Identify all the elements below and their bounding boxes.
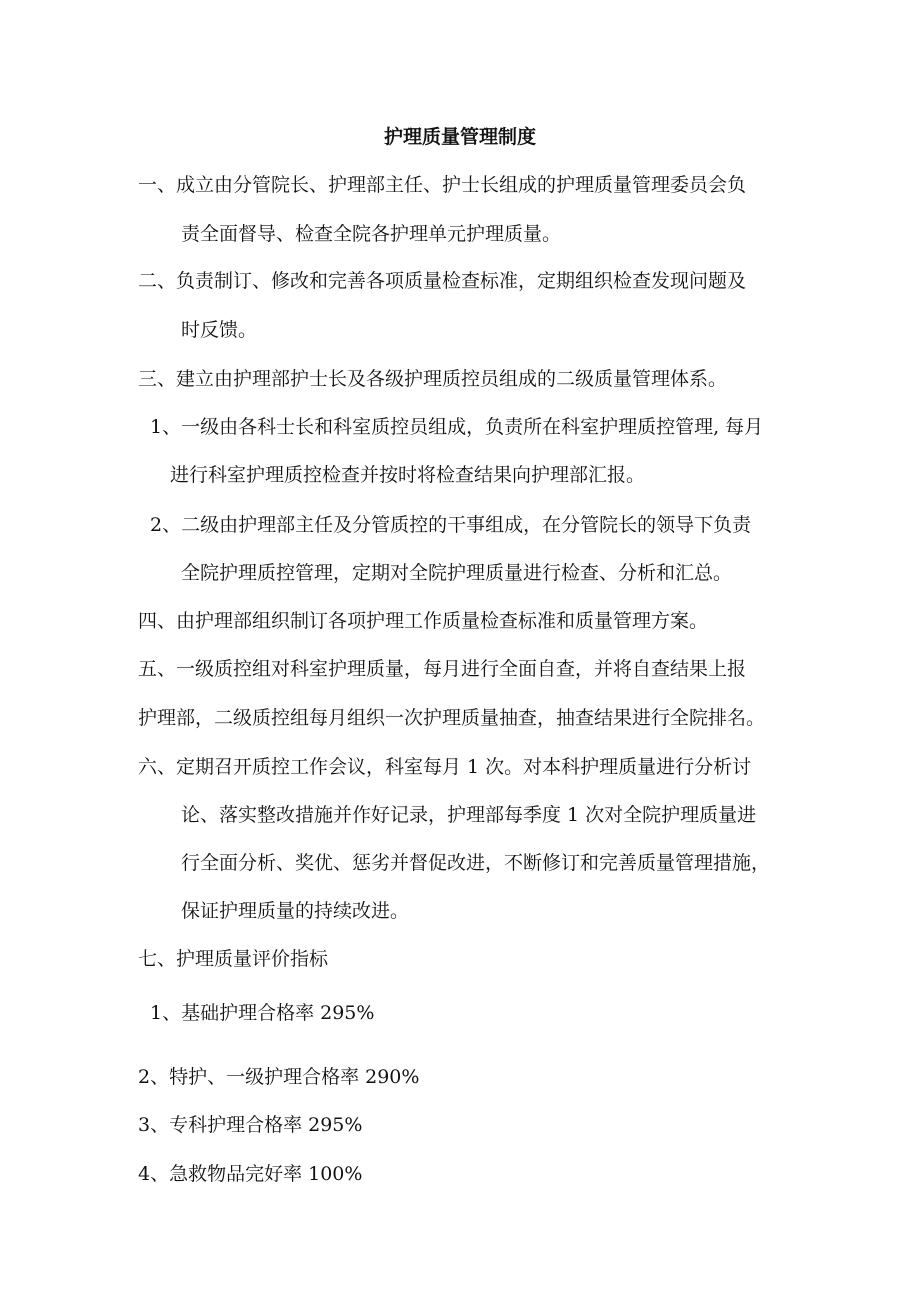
text-line-18: 1、基础护理合格率 295% [150, 1002, 375, 1024]
text-line-14: 论、落实整改措施并作好记录，护理部每季度 1 次对全院护理质量进 [181, 804, 757, 826]
text-line-11: 五、一级质控组对科室护理质量，每月进行全面自查，并将自查结果上报 [138, 658, 747, 680]
text-line-15: 行全面分析、奖优、惩劣并督促改进，不断修订和完善质量管理措施， [181, 852, 771, 874]
text-line-21: 4、急救物品完好率 100% [138, 1163, 363, 1185]
text-line-20: 3、专科护理合格率 295% [138, 1114, 363, 1136]
document-title: 护理质量管理制度 [383, 126, 536, 148]
text-line-6: 1、一级由各科士长和科室质控员组成，负责所在科室护理质控管理, 每月 [150, 416, 764, 438]
text-line-16: 保证护理质量的持续改进。 [181, 900, 410, 922]
text-line-7: 进行科室护理质控检查并按时将检查结果向护理部汇报。 [170, 464, 646, 486]
text-line-12: 护理部，二级质控组每月组织一次护理质量抽查，抽查结果进行全院排名。 [138, 707, 766, 729]
text-line-10: 四、由护理部组织制订各项护理工作质量检查标准和质量管理方案。 [138, 610, 709, 632]
text-line-17: 七、护理质量评价指标 [138, 948, 329, 970]
text-line-2: 责全面督导、检查全院各护理单元护理质量。 [181, 223, 562, 245]
text-line-13: 六、定期召开质控工作会议，科室每月 1 次。对本科护理质量进行分析讨 [138, 756, 752, 778]
text-line-3: 二、负责制订、修改和完善各项质量检查标准，定期组织检查发现问题及 [138, 270, 747, 292]
text-line-1: 一、成立由分管院长、护理部主任、护士长组成的护理质量管理委员会负 [138, 174, 747, 196]
text-line-5: 三、建立由护理部护士长及各级护理质控员组成的二级质量管理体系。 [138, 368, 728, 390]
text-line-4: 时反馈。 [181, 319, 258, 341]
text-line-8: 2、二级由护理部主任及分管质控的干事组成，在分管院长的领导下负责 [150, 514, 752, 536]
text-line-9: 全院护理质控管理，定期对全院护理质量进行检查、分析和汇总。 [181, 562, 733, 584]
text-line-19: 2、特护、一级护理合格率 290% [138, 1066, 420, 1088]
